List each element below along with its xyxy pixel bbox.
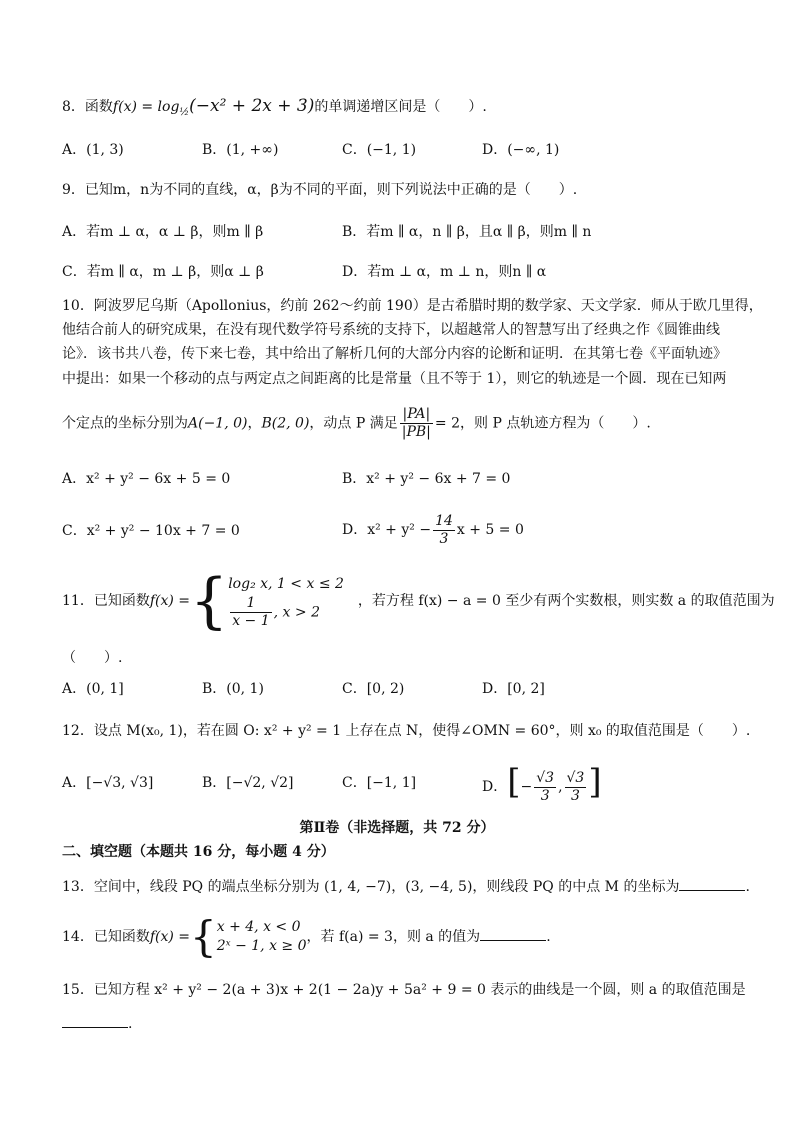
q10-ratio-denominator: |PB| xyxy=(401,424,431,440)
q10-line-1: 10．阿波罗尼乌斯（Apollonius，约前 262～约前 190）是古希腊时期的数学家、天文学家．师从于欧几里得， xyxy=(62,298,763,314)
q10-line-3: 论》．该书共八卷，传下来七卷，其中给出了解析几何的大部分内容的论断和证明．在其第七卷《平面轨迹》 xyxy=(62,346,727,362)
q12-option-a[interactable]: A．[−√3, √3] xyxy=(62,775,154,791)
q11-option-d[interactable]: D．[0, 2] xyxy=(482,681,545,697)
q11-stem-prefix: 11．已知函数 xyxy=(62,593,150,609)
q10-optd-suffix: x + 5 = 0 xyxy=(456,522,524,538)
q8-log-arg: (−x² + 2x + 3) xyxy=(189,96,315,116)
q10-ratio-fraction xyxy=(400,406,433,441)
q15-answer-blank[interactable] xyxy=(62,1013,128,1028)
q12-optd-den-2: 3 xyxy=(570,787,580,804)
q12-option-b[interactable]: B．[−√2, √2] xyxy=(202,775,294,791)
q10-line5-suffix: = 2，则 P 点轨迹方程为（ ）. xyxy=(434,415,651,432)
q14-case-2: 2ˣ − 1, x ≥ 0 xyxy=(216,938,307,954)
q8-log-base: ½ xyxy=(179,106,190,118)
q12-optd-fraction-2 xyxy=(565,770,587,805)
q11-case2-numerator: 1 xyxy=(230,595,271,613)
q12-optd-num-1: √3 xyxy=(536,769,555,786)
question-11 xyxy=(62,566,775,636)
q8-option-a[interactable]: A．(1, 3) xyxy=(62,142,124,158)
q12-optd-left-bracket: [ xyxy=(507,762,521,802)
q8-function xyxy=(112,96,315,118)
q14-brace: { xyxy=(190,912,217,961)
q8-stem-suffix: 的单调递增区间是（ ）. xyxy=(314,99,487,115)
q10-option-a[interactable]: A．x² + y² − 6x + 5 = 0 xyxy=(62,471,231,487)
q11-case2-fraction xyxy=(230,595,271,630)
question-15: 15．已知方程 x² + y² − 2(a + 3)x + 2(1 − 2a)y + 5a² + 9 = 0 表示的曲线是一个圆，则 a 的取值范围是 xyxy=(62,982,746,998)
q11-brace: { xyxy=(190,566,229,636)
q10-line-4: 中提出：如果一个移动的点与两定点之间距离的比是常量（且不等于 1），则它的轨迹是一个圆．现在已知两 xyxy=(62,371,727,387)
q8-option-c[interactable]: C．(−1, 1) xyxy=(342,142,417,158)
q11-func-label: f(x) = xyxy=(149,593,191,609)
q12-optd-comma: , xyxy=(558,779,563,795)
question-8 xyxy=(62,96,487,123)
q15-end: . xyxy=(128,1016,133,1032)
q11-case2-condition: , x > 2 xyxy=(273,604,320,620)
q8-func-text: f(x) = log xyxy=(112,99,180,115)
q11-stem-suffix: ，若方程 f(x) − a = 0 至少有两个实数根，则实数 a 的取值范围为 xyxy=(357,593,775,609)
q12-optd-den-1: 3 xyxy=(540,787,550,804)
q9-option-c[interactable]: C．若m ∥ α，m ⊥ β，则α ⊥ β xyxy=(62,264,264,280)
q14-func-label: f(x) = xyxy=(149,929,191,945)
q12-option-d[interactable] xyxy=(482,760,602,809)
q13-stem: 13．空间中，线段 PQ 的端点坐标分别为 (1, 4, −7)，(3, −4, 5)，则线段 PQ 的中点 M 的坐标为 xyxy=(62,879,680,895)
q10-optd-prefix: D．x² + y² − xyxy=(342,522,432,538)
q10-line5-prefix: 个定点的坐标分别为 xyxy=(62,415,188,432)
q11-case-1: log₂ x, 1 < x ≤ 2 xyxy=(228,575,344,592)
q14-end: . xyxy=(546,929,551,945)
q10-option-c[interactable]: C．x² + y² − 10x + 7 = 0 xyxy=(62,523,240,539)
q10-ratio-numerator: |PA| xyxy=(400,406,433,424)
q11-stem-end: （ ）. xyxy=(62,650,123,666)
q9-option-a[interactable]: A．若m ⊥ α，α ⊥ β，则m ∥ β xyxy=(62,224,264,240)
q10-line-2: 他结合前人的研究成果，在没有现代数学符号系统的支持下，以超越常人的智慧写出了经典之作《圆锥曲线 xyxy=(62,322,720,338)
q10-option-b[interactable]: B．x² + y² − 6x + 7 = 0 xyxy=(342,471,511,487)
q8-option-d[interactable]: D．(−∞, 1) xyxy=(482,142,560,158)
q13-end: . xyxy=(745,879,750,895)
q14-stem-prefix: 14．已知函数 xyxy=(62,929,150,945)
q10-option-d[interactable] xyxy=(342,510,524,550)
q10-line-5 xyxy=(62,406,651,441)
question-13 xyxy=(62,876,750,897)
q10-line5-mid: ，动点 P 满足 xyxy=(309,415,398,432)
q10-optd-fraction xyxy=(433,513,455,548)
q9-option-b[interactable]: B．若m ∥ α，n ∥ β，且α ∥ β，则m ∥ n xyxy=(342,224,592,240)
q10-separator: ， xyxy=(247,415,262,432)
q11-case2-denominator: x − 1 xyxy=(232,612,270,629)
q10-point-a: A(−1, 0) xyxy=(188,415,248,432)
q11-option-c[interactable]: C．[0, 2) xyxy=(342,681,405,697)
q14-cases xyxy=(217,918,307,956)
q14-answer-blank[interactable] xyxy=(480,926,546,941)
q13-answer-blank[interactable] xyxy=(679,876,745,891)
q8-option-b[interactable]: B．(1, +∞) xyxy=(202,142,279,158)
q12-optd-fraction-1 xyxy=(534,770,556,805)
q10-point-b: B(2, 0) xyxy=(261,415,310,432)
q12-option-c[interactable]: C．[−1, 1] xyxy=(342,775,417,791)
question-14 xyxy=(62,914,551,960)
q14-case-1: x + 4, x < 0 xyxy=(216,919,301,935)
q11-option-a[interactable]: A．(0, 1] xyxy=(62,681,124,697)
q14-stem-suffix: ，若 f(a) = 3，则 a 的值为 xyxy=(306,929,481,945)
part-2-title: 第Ⅱ卷（非选择题，共 72 分） xyxy=(299,820,495,836)
q15-answer-line xyxy=(62,1013,132,1034)
q8-stem-prefix: 8．函数 xyxy=(62,99,113,115)
q12-optd-minus: − xyxy=(520,779,533,795)
q10-optd-denominator: 3 xyxy=(439,530,449,547)
q12-optd-label: D． xyxy=(482,779,508,795)
q10-optd-numerator: 14 xyxy=(435,512,453,529)
question-12: 12．设点 M(x₀, 1)，若在圆 O: x² + y² = 1 上存在点 N，使得∠OMN = 60°，则 x₀ 的取值范围是（ ）. xyxy=(62,723,751,739)
question-9: 9．已知m，n为不同的直线，α，β为不同的平面，则下列说法中正确的是（ ）. xyxy=(62,182,578,198)
q12-optd-right-bracket: ] xyxy=(588,762,602,802)
q12-optd-num-2: √3 xyxy=(566,769,585,786)
section-fill-in-title: 二、填空题（本题共 16 分，每小题 4 分） xyxy=(62,844,335,860)
q9-option-d[interactable]: D．若m ⊥ α，m ⊥ n，则n ∥ α xyxy=(342,264,547,280)
q11-option-b[interactable]: B．(0, 1) xyxy=(202,681,264,697)
q11-case-2 xyxy=(228,595,344,630)
q11-cases xyxy=(228,573,344,630)
